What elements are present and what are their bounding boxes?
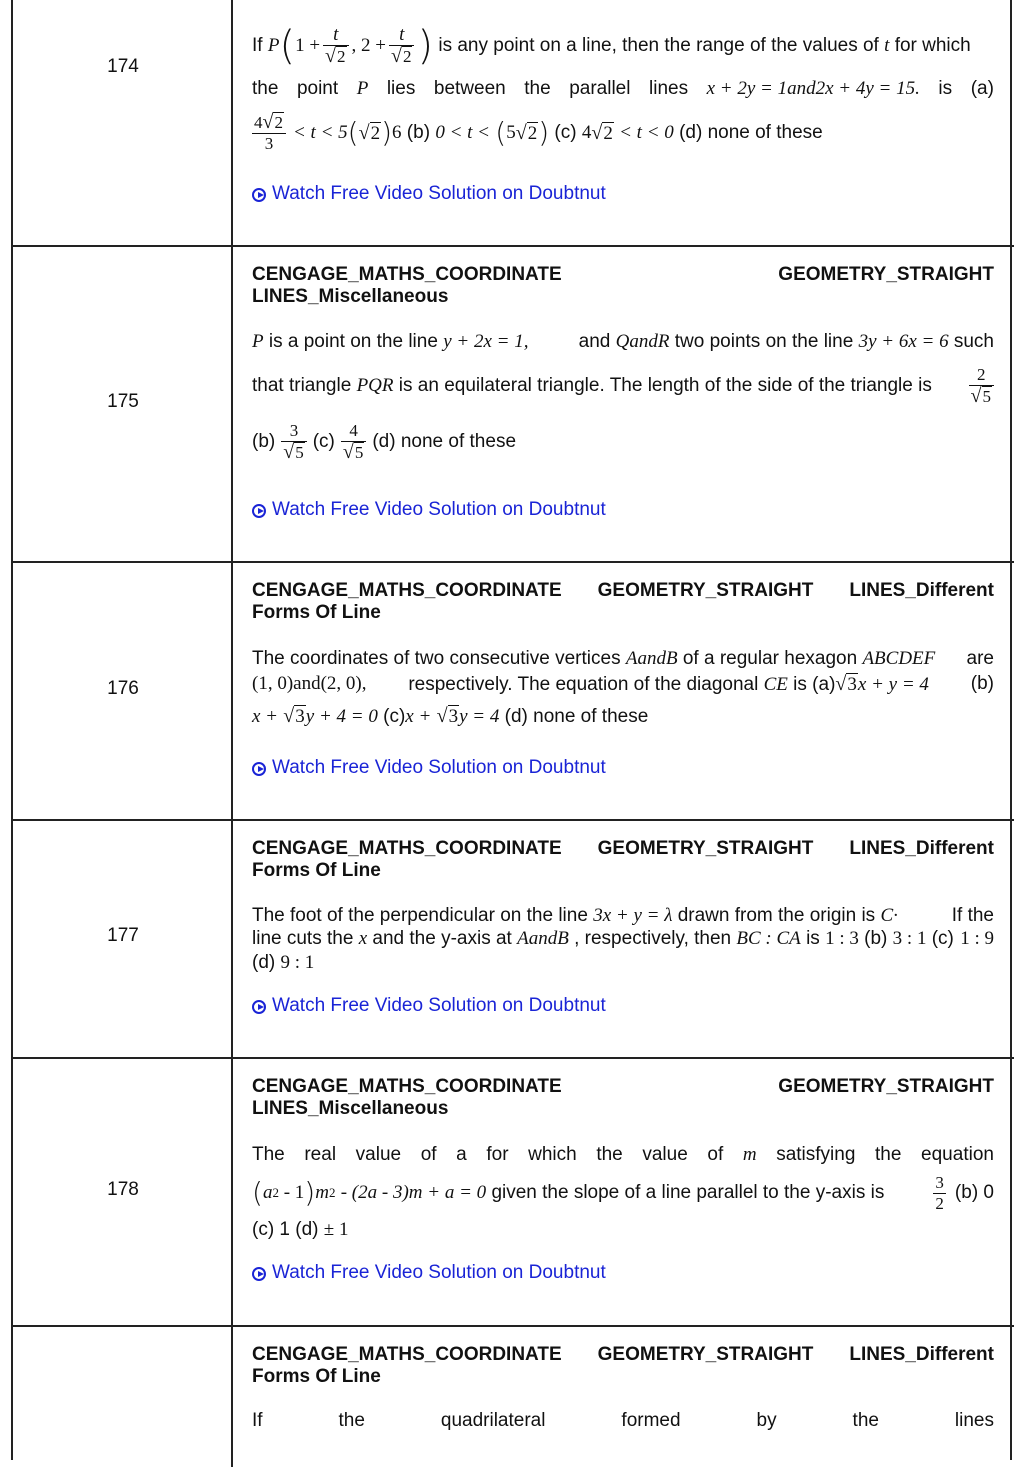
- paren-close: ): [538, 116, 550, 149]
- word: real: [304, 1144, 337, 1165]
- number-cell: [13, 0, 233, 245]
- question-text-line: [252, 647, 994, 671]
- word: by: [756, 1410, 777, 1431]
- math-equation: - (2a - 3)m + a = 0: [340, 1182, 487, 1203]
- text: is any point on a line, then the range of the values of: [438, 35, 879, 56]
- text: is an equilateral triangle. The length of the side of the triangle is: [398, 375, 932, 396]
- header-part: Forms Of Line: [252, 860, 381, 881]
- option-label: (d) none of these: [679, 122, 823, 143]
- text: and the y-axis at: [372, 928, 512, 949]
- numerator: 3: [289, 421, 299, 440]
- text: If the: [951, 905, 994, 926]
- math: , 2 +: [351, 35, 386, 56]
- play-circle-icon: [252, 188, 266, 202]
- number-cell: [13, 563, 233, 819]
- question-text-line: [252, 77, 994, 101]
- text: such: [953, 331, 994, 352]
- radicand: 3: [448, 706, 459, 727]
- paren-close: ): [381, 116, 393, 149]
- math: < t < 0: [619, 122, 674, 143]
- word: The: [252, 1144, 285, 1165]
- table-row: [13, 1327, 1014, 1467]
- word: is: [938, 78, 953, 99]
- word: lies: [386, 78, 416, 99]
- math-equation: x + y = 4: [857, 674, 929, 695]
- superscript: 2: [272, 1185, 279, 1200]
- question-text-line: [252, 359, 994, 413]
- math: m: [315, 1182, 329, 1203]
- header-part: GEOMETRY_STRAIGHT: [778, 264, 994, 285]
- option-label: (d): [252, 952, 276, 973]
- math: 3 : 1: [892, 928, 927, 949]
- numerator: 4: [254, 113, 263, 132]
- table-row: [13, 247, 1014, 563]
- option-label: (a): [970, 78, 994, 99]
- option-label: (b) 0: [954, 1182, 994, 1203]
- math: x +: [405, 706, 432, 727]
- text: given the slope of a line parallel to the y-axis is: [491, 1182, 885, 1203]
- word: which: [528, 1144, 577, 1165]
- header-part: CENGAGE_MATHS_COORDINATE: [252, 1076, 562, 1097]
- number-cell: [13, 247, 233, 561]
- header-part: LINES_Different: [849, 580, 994, 601]
- radicand: 3: [847, 674, 857, 695]
- math: AandB: [517, 928, 569, 949]
- watch-video-label: Watch Free Video Solution on Doubtnut: [272, 1262, 606, 1283]
- denominator: 3: [252, 133, 286, 154]
- word: the: [596, 1144, 623, 1165]
- numerator: 2: [977, 365, 986, 384]
- question-text-line: [252, 904, 994, 928]
- question-text-line: [252, 927, 994, 951]
- table-row: [13, 1059, 1014, 1327]
- question-text-line: $\frac{4√2}{3}$ < t < 5 ( √2 ) 6 (b) 0 < t < ( 5 √2 ) (c) 4 √2 < t < 0 (d) none of these: [254, 111, 823, 153]
- question-text-line: [252, 1409, 994, 1433]
- watch-video-link[interactable]: [252, 994, 606, 1018]
- option-label: (c): [554, 122, 577, 143]
- question-header: [252, 264, 994, 286]
- math: 4: [581, 122, 592, 143]
- word: lines: [649, 78, 689, 99]
- math-equation: x + 2y = 1and2x + 4y = 15.: [706, 78, 920, 99]
- option-label: (b): [864, 928, 888, 949]
- header-part: LINES_Miscellaneous: [252, 1098, 449, 1119]
- math: 1 : 3: [825, 928, 859, 949]
- question-header: [252, 838, 994, 860]
- question-text-line: [252, 1143, 994, 1167]
- math: PQR: [356, 375, 394, 396]
- numerator: t: [399, 24, 405, 45]
- watch-video-label: Watch Free Video Solution on Doubtnut: [272, 995, 606, 1016]
- math: ABCDEF: [862, 648, 936, 669]
- question-number: 178: [107, 1179, 139, 1200]
- math: QandR: [615, 331, 670, 352]
- math-equation: y = 4: [459, 706, 500, 727]
- text: line cuts the: [252, 928, 354, 949]
- math: x +: [252, 706, 279, 727]
- text: If: [252, 35, 263, 56]
- word: of: [420, 1144, 437, 1165]
- text: that triangle: [252, 375, 352, 396]
- paren-open: (: [347, 116, 359, 149]
- header-part: LINES_Different: [849, 1344, 994, 1365]
- radicand: 5: [295, 443, 304, 462]
- header-part: LINES_Miscellaneous: [252, 286, 449, 307]
- watch-video-label: Watch Free Video Solution on Doubtnut: [272, 499, 606, 520]
- text: The foot of the perpendicular on the line: [252, 905, 588, 926]
- option-label: (b): [252, 431, 276, 452]
- fraction: $\frac{2}{√5}$: [969, 365, 994, 407]
- text: The coordinates of two consecutive vertices: [252, 648, 621, 669]
- header-part: LINES_Different: [849, 838, 994, 859]
- word: the: [252, 78, 279, 99]
- header-part: GEOMETRY_STRAIGHT: [778, 1076, 994, 1097]
- radicand: 2: [603, 122, 613, 144]
- math: ± 1: [323, 1219, 349, 1240]
- text: is: [806, 928, 820, 949]
- paren-close: ): [417, 23, 434, 69]
- fraction: $\frac{4}{√5}$: [341, 421, 366, 463]
- math-equation: 3y + 6x = 6: [858, 331, 949, 352]
- table-row: [13, 0, 1014, 247]
- header-part: CENGAGE_MATHS_COORDINATE: [252, 264, 562, 285]
- math: (1, 0)and(2, 0),: [252, 673, 367, 694]
- paren-close: ): [304, 1176, 316, 1209]
- word: formed: [621, 1410, 681, 1431]
- option-label: (b): [406, 122, 431, 143]
- fraction: $\frac{t}{√2}$: [323, 25, 348, 67]
- questions-table: [11, 0, 1012, 1460]
- question-number: 177: [107, 925, 139, 946]
- numerator: 4: [349, 421, 358, 440]
- math: 1 +: [295, 35, 321, 56]
- word: parallel: [569, 78, 631, 99]
- play-circle-icon: [252, 504, 266, 518]
- table-row: [13, 563, 1014, 821]
- math: a: [262, 1182, 273, 1203]
- option-label: (c): [312, 431, 335, 452]
- radicand: 3: [295, 706, 305, 727]
- question-header-line2: [252, 1366, 994, 1388]
- question-header-line2: [252, 860, 994, 882]
- fraction: [933, 1173, 946, 1214]
- question-text-line: [252, 415, 994, 469]
- math-equation: 3x + y = λ: [593, 905, 673, 926]
- word: If: [252, 1410, 263, 1431]
- radicand: 2: [274, 113, 283, 132]
- math: 5: [506, 122, 516, 143]
- option-label: (c): [383, 706, 406, 727]
- math-equation: y + 2x = 1,: [443, 331, 529, 352]
- question-text-line: x + √3y + 4 = 0 (c)x + √3y = 4 (d) none of these: [252, 705, 649, 727]
- option-label: (d) none of these: [372, 431, 517, 452]
- fraction: $\frac{t}{√2}$: [389, 25, 414, 67]
- text: , respectively, then: [574, 928, 732, 949]
- question-text-line: [252, 18, 994, 74]
- word: value: [642, 1144, 688, 1165]
- paren-open: (: [279, 23, 296, 69]
- math: - 1: [283, 1182, 305, 1203]
- question-header-line2: [252, 602, 994, 624]
- radicand: 2: [402, 47, 412, 66]
- fraction: $\frac{3}{√5}$: [281, 421, 306, 463]
- text: is a point on the line: [268, 331, 438, 352]
- paren-open: (: [252, 1176, 263, 1209]
- paren-open: (: [495, 116, 507, 149]
- math-P: P: [267, 35, 280, 56]
- question-header-line2: [252, 1098, 994, 1120]
- math: < t < 5: [292, 122, 348, 143]
- question-number: 176: [107, 678, 139, 699]
- number-cell: [13, 1327, 233, 1467]
- math-equation: y + 4 = 0: [305, 706, 378, 727]
- header-part: CENGAGE_MATHS_COORDINATE: [252, 1344, 562, 1365]
- word: the: [338, 1410, 365, 1431]
- watch-video-link[interactable]: [252, 1261, 606, 1285]
- play-circle-icon: [252, 762, 266, 776]
- play-circle-icon: [252, 1000, 266, 1014]
- option-label: (b): [970, 673, 994, 694]
- header-part: Forms Of Line: [252, 1366, 381, 1387]
- header-part: GEOMETRY_STRAIGHT: [597, 580, 814, 601]
- math: CE: [763, 674, 788, 695]
- play-circle-icon: [252, 1267, 266, 1281]
- word: quadrilateral: [440, 1410, 546, 1431]
- math-P: P: [252, 331, 264, 352]
- word: value: [355, 1144, 402, 1165]
- question-text-line: (1, 0)and(2, 0), respectively. The equation of the diagonal CE is (a)√3x + y = 4 (b): [252, 673, 994, 695]
- word: point: [296, 78, 339, 99]
- math: AandB: [625, 648, 678, 669]
- numerator: 3: [935, 1172, 944, 1192]
- math-P: P: [356, 78, 369, 99]
- radicand: 5: [982, 387, 991, 406]
- watch-video-link[interactable]: [252, 498, 606, 522]
- watch-video-link[interactable]: [252, 756, 606, 780]
- text: respectively. The equation of the diagonal: [408, 674, 759, 695]
- denominator: 2: [935, 1193, 944, 1213]
- text: two points on the line: [674, 331, 854, 352]
- radicand: 2: [370, 122, 381, 144]
- question-number: 175: [107, 391, 139, 412]
- header-part: CENGAGE_MATHS_COORDINATE: [252, 580, 562, 601]
- superscript: 2: [328, 1185, 336, 1200]
- number-cell: [13, 821, 233, 1057]
- radicand: 5: [354, 443, 364, 462]
- word: a: [456, 1144, 467, 1165]
- word: satisfying: [776, 1144, 856, 1165]
- option-label: (d) none of these: [504, 706, 649, 727]
- option-label: (c) 1 (d): [252, 1219, 319, 1240]
- word: lines: [954, 1410, 994, 1431]
- math: C·: [880, 905, 898, 926]
- header-part: GEOMETRY_STRAIGHT: [597, 1344, 814, 1365]
- math: 6: [392, 122, 402, 143]
- question-header: [252, 580, 994, 602]
- option-label: (c): [931, 928, 954, 949]
- math: 0 < t <: [435, 122, 490, 143]
- word: equation: [921, 1144, 994, 1165]
- text: for which: [894, 35, 971, 56]
- question-header: [252, 1344, 994, 1366]
- math-m: m: [742, 1144, 757, 1165]
- word: of: [707, 1144, 724, 1165]
- word: the: [524, 78, 551, 99]
- math: 1 : 9: [960, 928, 994, 949]
- question-header-line2: [252, 286, 994, 308]
- word: for: [486, 1144, 509, 1165]
- text: is (a): [793, 674, 836, 695]
- number-cell: [13, 1059, 233, 1325]
- question-text-line: [252, 1167, 994, 1219]
- text: and: [578, 331, 611, 352]
- fraction: $\frac{4√2}{3}$: [252, 112, 286, 154]
- math-t: t: [884, 35, 890, 56]
- question-text-line: [252, 330, 994, 354]
- text: are: [966, 648, 994, 669]
- math: 9 : 1: [280, 952, 315, 973]
- word: the: [852, 1410, 879, 1431]
- text: of a regular hexagon: [682, 648, 858, 669]
- word: the: [875, 1144, 902, 1165]
- watch-video-label: Watch Free Video Solution on Doubtnut: [272, 183, 606, 204]
- watch-video-label: Watch Free Video Solution on Doubtnut: [272, 757, 606, 778]
- question-text-line: [252, 1218, 994, 1242]
- question-number: 174: [107, 56, 139, 77]
- header-part: CENGAGE_MATHS_COORDINATE: [252, 838, 562, 859]
- radicand: 2: [337, 47, 346, 66]
- text: drawn from the origin is: [677, 905, 876, 926]
- watch-video-link[interactable]: [252, 182, 606, 206]
- word: between: [433, 78, 506, 99]
- math: x: [358, 928, 368, 949]
- header-part: GEOMETRY_STRAIGHT: [597, 838, 814, 859]
- question-header: [252, 1076, 994, 1098]
- question-text-line: [252, 951, 994, 975]
- math: BC : CA: [736, 928, 801, 949]
- header-part: Forms Of Line: [252, 602, 381, 623]
- radicand: 2: [527, 122, 538, 144]
- numerator: t: [333, 24, 339, 45]
- table-row: [13, 821, 1014, 1059]
